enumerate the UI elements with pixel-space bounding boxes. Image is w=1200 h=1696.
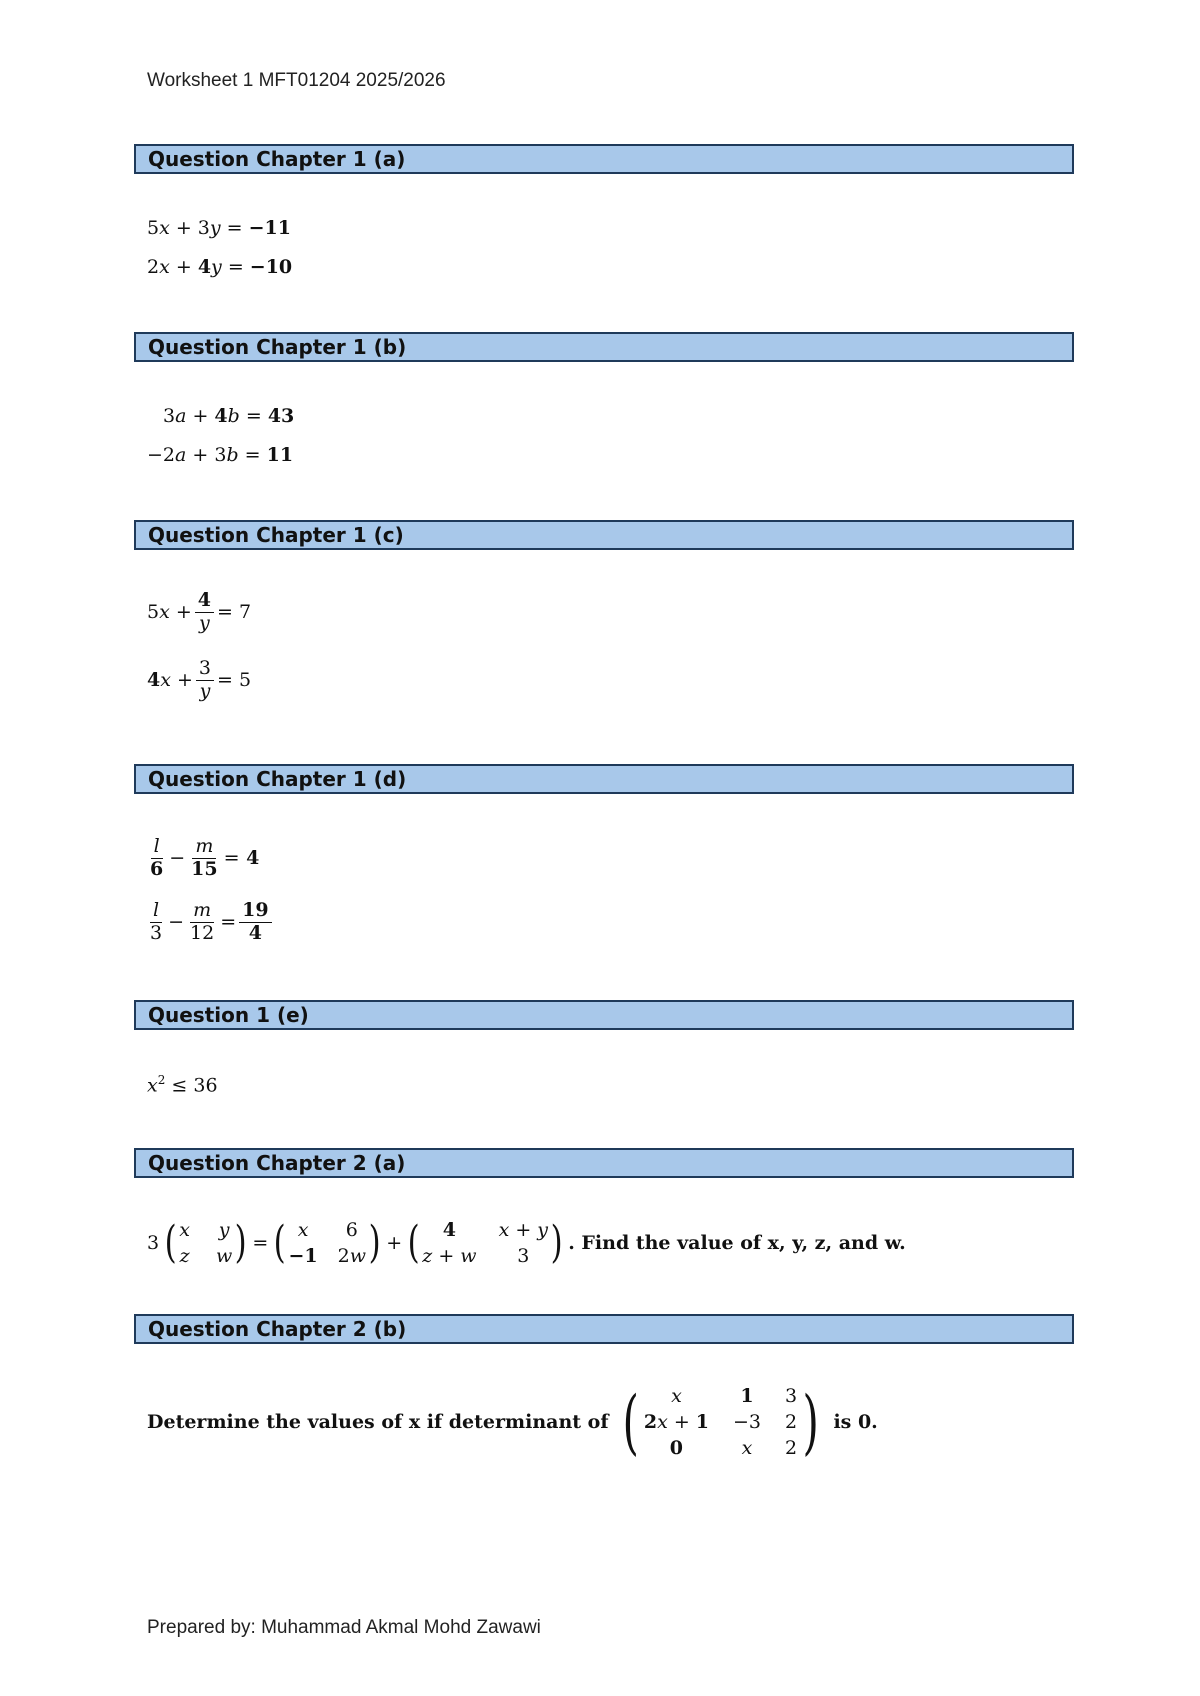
matrix-x6: ( x 6 −1 2w ) bbox=[273, 1217, 381, 1268]
page-header: Worksheet 1 MFT01204 2025/2026 bbox=[147, 70, 446, 91]
equation-1c-2: 4 x + $\frac{3}{y}$ = 5 bbox=[147, 657, 252, 702]
instruction-2a: . Find the value of x, y, z, and w. bbox=[568, 1232, 906, 1254]
question-heading-2a: Question Chapter 2 (a) bbox=[134, 1148, 1074, 1178]
matrix-equation-2a: 3 ( x y z w ) = ( x 6 −1 2w ) + ( 4 x + y z + w 3 ) . Find the value of x, y, z, and w. bbox=[147, 1217, 906, 1268]
equation-1a-2: 2x + 4y = −10 bbox=[147, 256, 293, 278]
inequality-1e: $x^2 \le 36$ bbox=[147, 1073, 218, 1097]
instruction-2b-prefix: Determine the values of x if determinant of bbox=[147, 1411, 609, 1433]
equation-1b-2: −2a + 3b = 11 bbox=[147, 444, 294, 466]
equation-1d-1: $\frac{l}{6}$ − $\frac{m}{15}$ = 4 bbox=[150, 835, 260, 880]
equation-1c-1: 5 x + $\frac{4}{y}$ = 7 bbox=[147, 589, 252, 634]
matrix-3x3: ( x 1 3 2x + 1 −3 2 0 x 2 ) bbox=[621, 1381, 819, 1463]
question-heading-1b: Question Chapter 1 (b) bbox=[134, 332, 1074, 362]
equation-1b-1: 3a + 4b = 43 bbox=[163, 405, 295, 427]
question-heading-2b: Question Chapter 2 (b) bbox=[134, 1314, 1074, 1344]
equation-1a-1: 5x + 3y = −11 bbox=[147, 217, 292, 239]
matrix-xyzw: ( x y z w ) bbox=[164, 1217, 247, 1268]
instruction-2b-suffix: is 0. bbox=[833, 1411, 878, 1433]
question-heading-1c: Question Chapter 1 (c) bbox=[134, 520, 1074, 550]
page-footer: Prepared by: Muhammad Akmal Mohd Zawawi bbox=[147, 1617, 541, 1638]
question-heading-1d: Question Chapter 1 (d) bbox=[134, 764, 1074, 794]
question-heading-1a: Question Chapter 1 (a) bbox=[134, 144, 1074, 174]
question-heading-1e: Question 1 (e) bbox=[134, 1000, 1074, 1030]
matrix-4xy: ( 4 x + y z + w 3 ) bbox=[407, 1217, 563, 1268]
determinant-question-2b bbox=[147, 1381, 878, 1463]
equation-1d-2: $\frac{l}{3}$ − $\frac{m}{12}$ = $\frac{19}{4}$ bbox=[147, 900, 275, 945]
